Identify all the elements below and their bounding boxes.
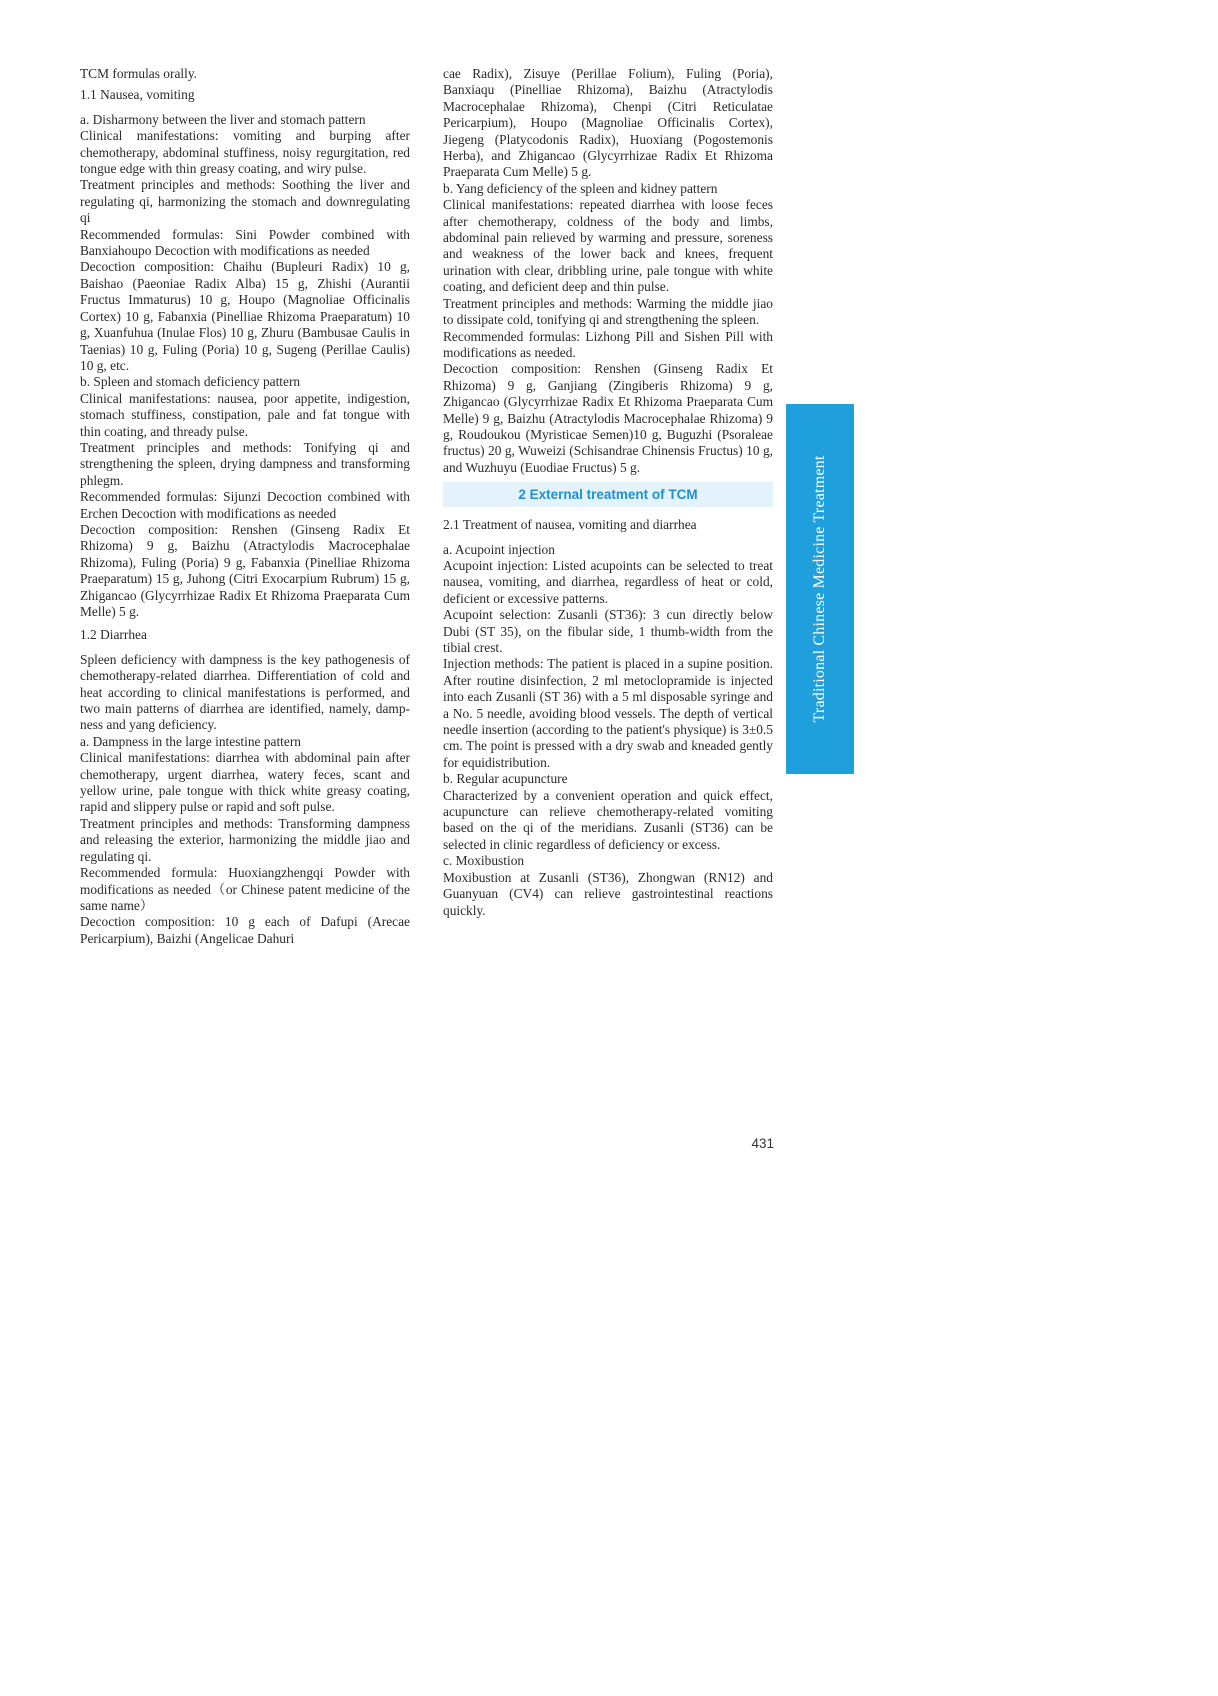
paragraph: a. Dampness in the large intestine pattern: [80, 733, 302, 749]
subsection-heading: 1.2 Diarrhea: [80, 627, 147, 643]
paragraph: Treatment principles and methods: Warming the middle jiao to dissipate cold, tonifying qi and strengthening the spleen.: [443, 295, 773, 328]
page-number: 431: [751, 1136, 774, 1151]
paragraph: Clinical manifestations: vomiting and burping after chemotherapy, abdominal stuffiness, noisy regurgitation, red tongue edge with thin greasy coating, and wiry pulse.: [80, 128, 410, 177]
paragraph: Clinical manifestations: repeated diarrhea with loose feces after chemotherapy, coldness of the body and limbs, abdominal pain relieved by warming and pressure, soreness and weakness of the lower back and knees, frequent urination with clear, dribbling urine, pale tongue with white coating, and deficient deep and thin pulse.: [443, 197, 773, 295]
paragraph: Treatment principles and methods: Soothing the liver and regulating qi, harmonizing the stomach and downregulating qi: [80, 177, 410, 226]
paragraph: b. Regular acupuncture: [443, 771, 568, 787]
chapter-side-tab: [786, 404, 854, 774]
paragraph: Acupoint selection: Zusanli (ST36): 3 cun directly below Dubi (ST 35), on the fibular side, 1 thumb-width from the tibial crest.: [443, 607, 773, 655]
paragraph: Injection methods: The patient is placed in a supine position. After routine disinfection, 2 ml metoclopramide is injected into each Zusanli (ST 36) with a 5 ml disposable syringe and a No. 5 needle, avoiding blood vessels. The depth of vertical needle insertion (according to the patient's physique) is 3±0.5 cm. The point is pressed with a dry swab and kneaded gently for equidistribution.: [443, 656, 773, 770]
paragraph: Decoction composition: Renshen (Ginseng Radix Et Rhizoma) 9 g, Ganjiang (Zingiberis Rhizoma) 9 g, Zhigancao (Glycyrrhizae Radix Et Rhizoma Praeparata Cum Melle) 9 g, Baizhu (Atractylodis Macrocephalae Rhizoma) 9 g, Roudoukou (Myristicae Semen)10 g, Buguzhi (Psoraleae fructus) 20 g, Wuweizi (Schisandrae Chinensis Fructus) 10 g, and Wuzhuyu (Euodiae Fructus) 5 g.: [443, 361, 773, 475]
paragraph: Recommended formulas: Lizhong Pill and Sishen Pill with modifications as needed.: [443, 328, 773, 360]
paragraph: Recommended formulas: Sini Powder combined with Banxiahoupo Decoction with modifications as needed: [80, 226, 410, 259]
paragraph: Acupoint injection: Listed acupoints can be selected to treat nausea, vomiting, and diarrhea, regardless of heat or cold, deficient or excessive patterns.: [443, 557, 773, 606]
paragraph: cae Radix), Zisuye (Perillae Folium), Fuling (Poria), Banxiaqu (Pinelliae Rhizoma), Baizhu (Atractylodis Macrocephalae Rhizoma), Chenpi (Citri Reticulatae Pericarpium), Houpo (Magnoliae Officinalis Cortex), Jiegeng (Platycodonis Radix), Huoxiang (Pogostemonis Herba), and Zhigancao (Glycyrrhizae Radix Et Rhizoma Praeparata Cum Melle) 5 g.: [443, 66, 773, 180]
paragraph: Clinical manifestations: diarrhea with abdominal pain after chemotherapy, urgent diarrhea, watery feces, scant and yellow urine, pale tongue with thick white greasy coating, rapid and slippery pulse or rapid and soft pulse.: [80, 750, 410, 815]
paragraph: Spleen deficiency with dampness is the key pathogenesis of chemotherapy-related diarrhea. Differentiation of cold and heat according to clinical manifestations is performed, and two main patterns of diarrhea are identified, namely, dampness and yang deficiency.: [80, 651, 410, 733]
paragraph: Decoction composition: Renshen (Ginseng Radix Et Rhizoma) 9 g, Baizhu (Atractylodis Macrocephalae Rhizoma), Fuling (Poria) 9 g, Fabanxia (Pinelliae Rhizoma Praeparatum) 15 g, Juhong (Citri Exocarpium Rubrum) 15 g, Zhigancao (Glycyrrhizae Radix Et Rhizoma Praeparata Cum Melle) 5 g.: [80, 521, 410, 619]
paragraph: a. Disharmony between the liver and stomach pattern: [80, 111, 366, 127]
subsection-heading: 2.1 Treatment of nausea, vomiting and diarrhea: [443, 517, 697, 533]
paragraph: Decoction composition: 10 g each of Dafupi (Arecae Pericarpium), Baizhi (Angelicae Dahuri: [80, 914, 410, 946]
paragraph: Moxibustion at Zusanli (ST36), Zhongwan (RN12) and Guanyuan (CV4) can relieve gastrointestinal reactions quickly.: [443, 869, 773, 918]
paragraph: Characterized by a convenient operation and quick effect, acupuncture can relieve chemotherapy-related vomiting based on the qi of the meridians. Zusanli (ST36) can be selected in clinic regardless of deficiency or excess.: [443, 787, 773, 852]
paragraph: Treatment principles and methods: Tonifying qi and strengthening the spleen, drying dampness and transforming phlegm.: [80, 439, 410, 488]
chapter-side-tab-label: Traditional Chinese Medicine Treatment: [811, 455, 828, 723]
left-column: [80, 66, 410, 947]
paragraph: Treatment principles and methods: Transforming dampness and releasing the exterior, harmonizing the middle jiao and regulating qi.: [80, 815, 410, 864]
paragraph: c. Moxibustion: [443, 853, 525, 869]
section-heading: 2 External treatment of TCM: [443, 482, 773, 507]
paragraph: Recommended formula: Huoxiangzhengqi Powder with modifications as needed（or Chinese patent medicine of the same name）: [80, 865, 410, 913]
paragraph: Recommended formulas: Sijunzi Decoction combined with Erchen Decoction with modifications as needed: [80, 489, 410, 521]
paragraph: a. Acupoint injection: [443, 541, 555, 557]
right-column: [443, 66, 773, 919]
paragraph: TCM formulas orally.: [80, 66, 198, 81]
subsection-heading: 1.1 Nausea, vomiting: [80, 87, 195, 103]
paragraph: b. Spleen and stomach deficiency pattern: [80, 374, 301, 390]
paragraph: b. Yang deficiency of the spleen and kidney pattern: [443, 180, 718, 196]
paragraph: Decoction composition: Chaihu (Bupleuri Radix) 10 g, Baishao (Paeoniae Radix Alba) 15 g, Zhishi (Aurantii Fructus Immaturus) 10 g, Houpo (Magnoliae Officinalis Cortex) 10 g, Fabanxia (Pinelliae Rhizoma Praeparatum) 10 g, Xuanfuhua (Inulae Flos) 10 g, Zhuru (Bambusae Caulis in Taenias) 10 g, Fuling (Poria) 10 g, Sugeng (Perillae Caulis) 10 g, etc.: [80, 259, 410, 373]
paragraph: Clinical manifestations: nausea, poor appetite, indigestion, stomach stuffiness, constipation, pale and fat tongue with thin coating, and thready pulse.: [80, 390, 410, 439]
